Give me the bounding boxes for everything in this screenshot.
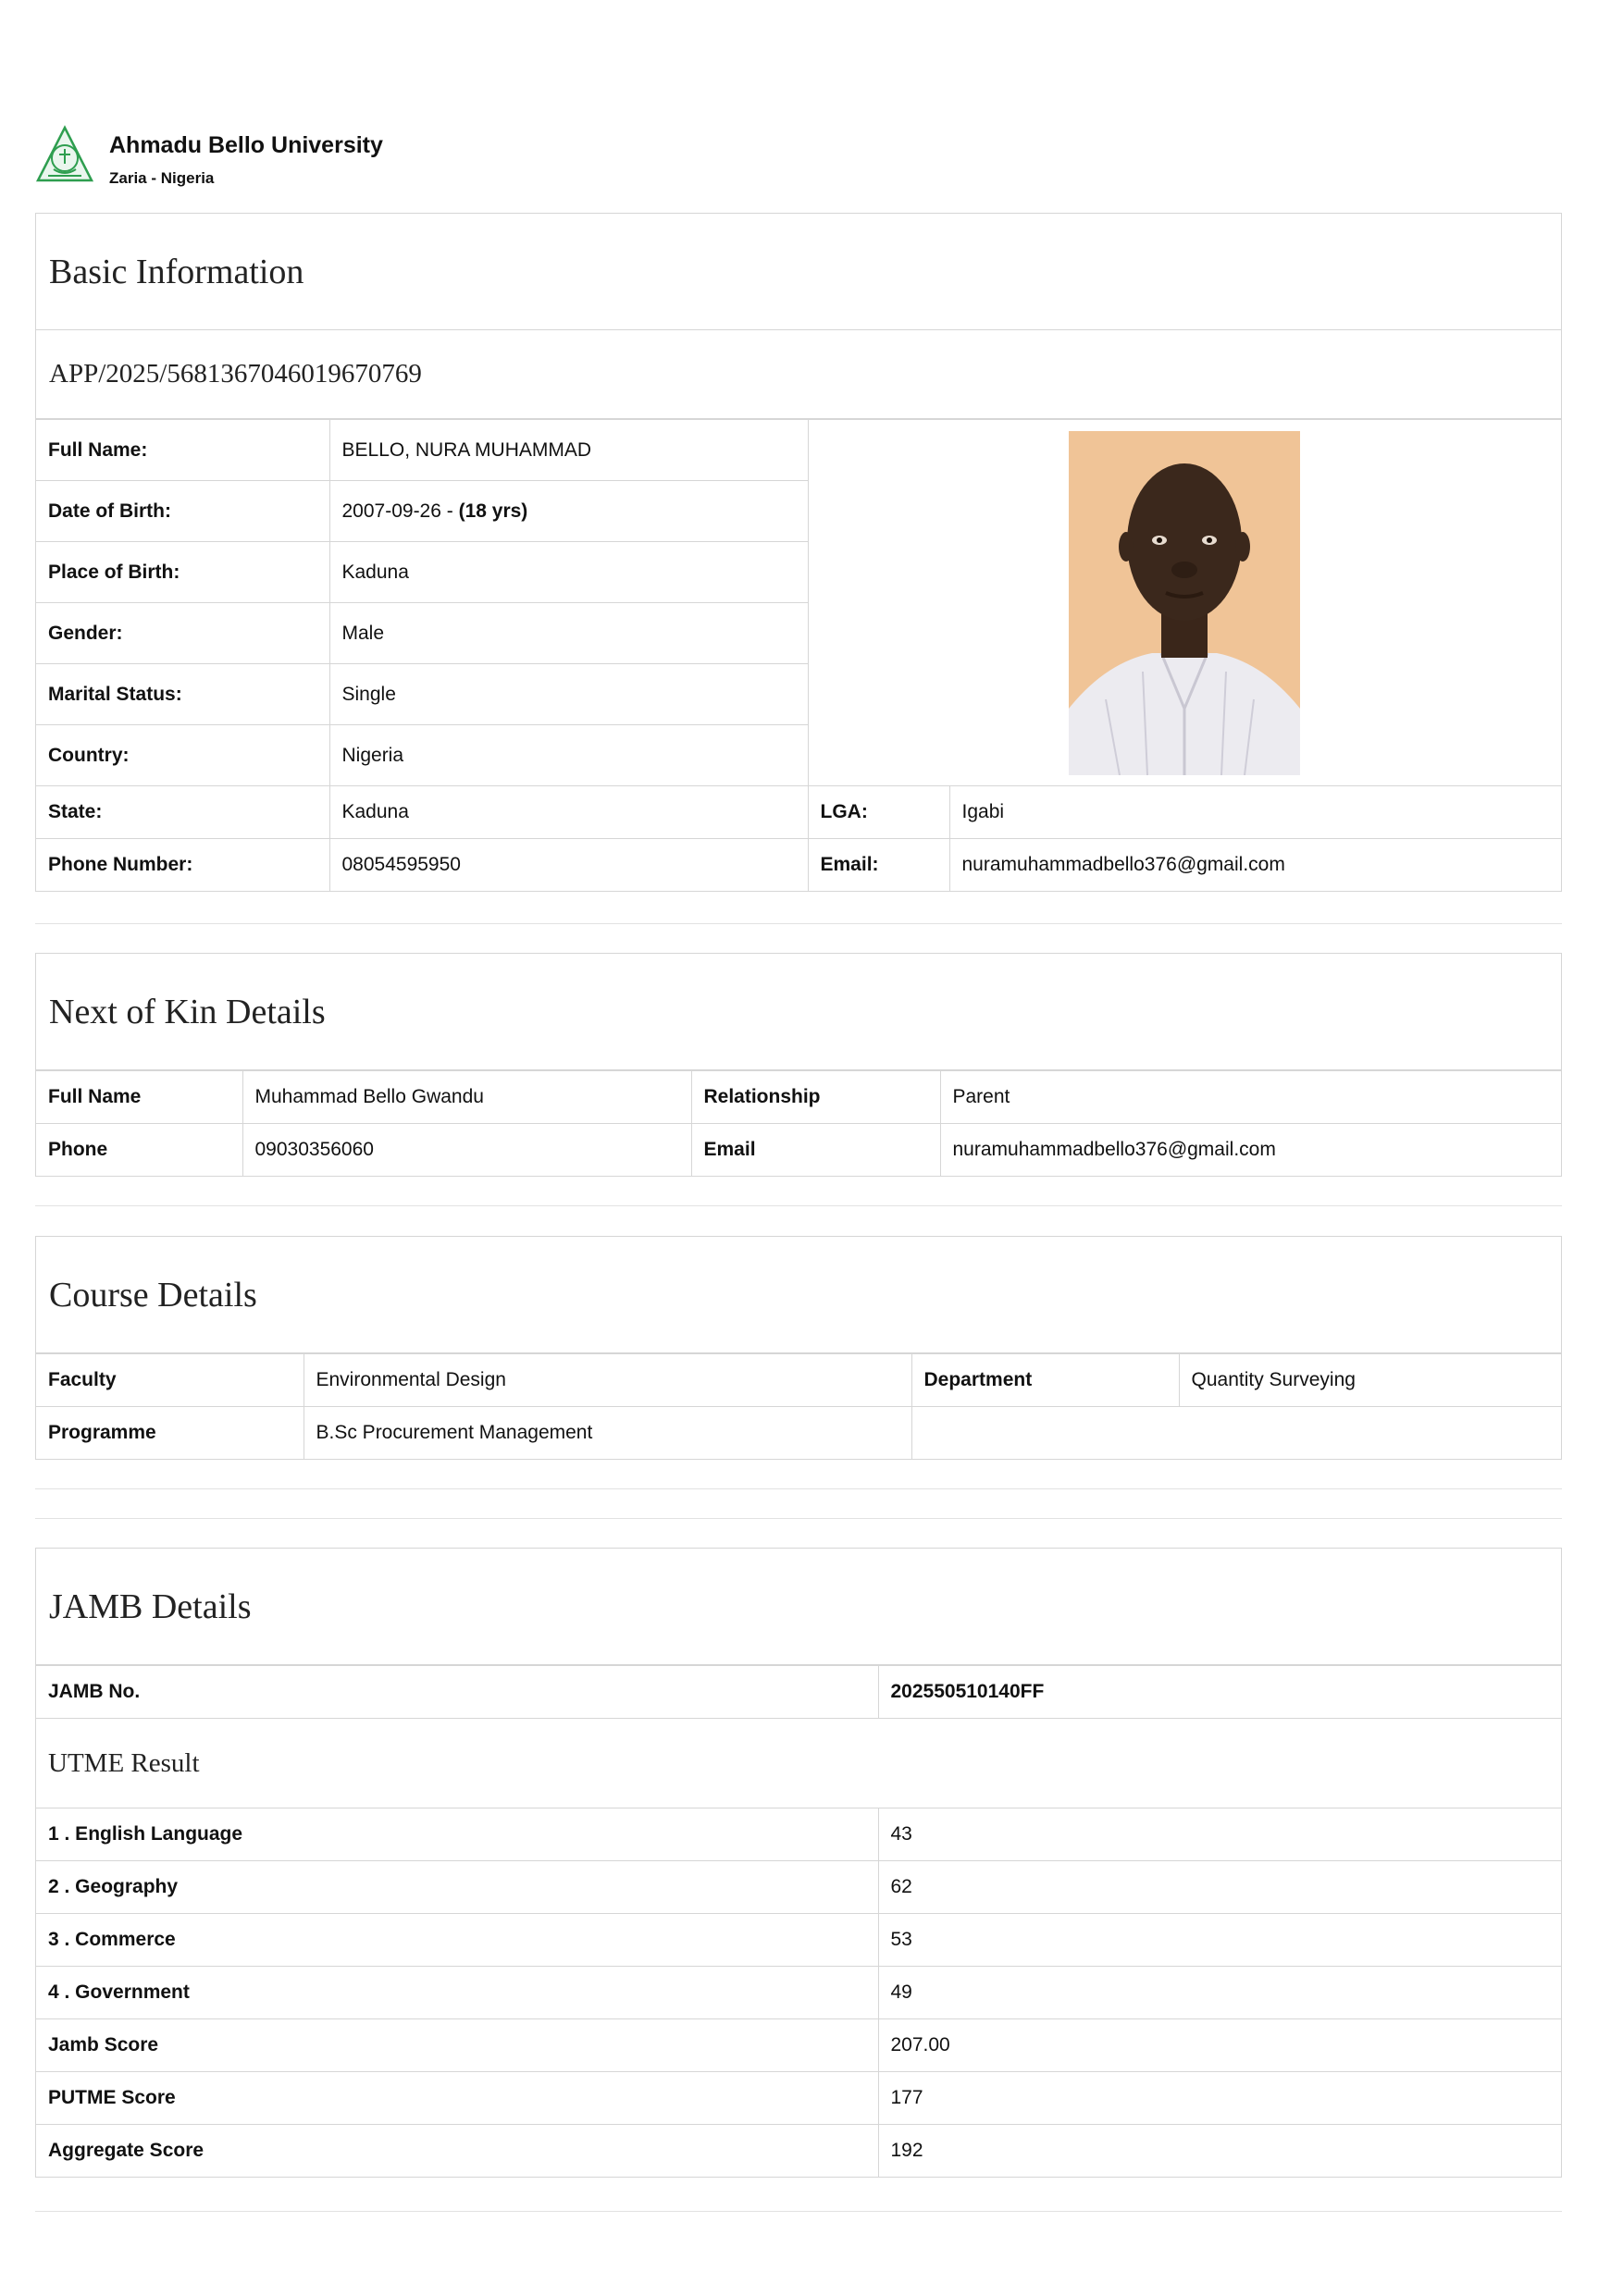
- subject-score: 49: [878, 1967, 1561, 2019]
- table-row: [36, 1967, 1561, 2019]
- field-label: LGA:: [808, 786, 949, 839]
- divider: [35, 1488, 1562, 1489]
- table-row: [36, 839, 1561, 892]
- field-label: Date of Birth:: [36, 481, 329, 542]
- score-label: PUTME Score: [36, 2072, 878, 2125]
- table-row: [36, 1808, 1561, 1861]
- field-label: State:: [36, 786, 329, 839]
- subject-label: 2 . Geography: [36, 1861, 878, 1914]
- course-details-section: [35, 1236, 1562, 1460]
- applicant-photo: [1069, 431, 1300, 775]
- table-row: [36, 1861, 1561, 1914]
- kin-name-value: Muhammad Bello Gwandu: [242, 1071, 691, 1124]
- jamb-score-value: 207.00: [878, 2019, 1561, 2072]
- jamb-details-table: [36, 1665, 1561, 2177]
- subject-label: 3 . Commerce: [36, 1914, 878, 1967]
- section-title: Basic Information: [36, 214, 1561, 330]
- table-row: [36, 2125, 1561, 2178]
- score-label: Jamb Score: [36, 2019, 878, 2072]
- table-row: [36, 786, 1561, 839]
- field-label: Phone: [36, 1124, 242, 1177]
- place-of-birth-value: Kaduna: [329, 542, 808, 603]
- table-row: [36, 1124, 1561, 1177]
- field-label: Country:: [36, 725, 329, 786]
- table-row: [36, 1354, 1561, 1407]
- faculty-value: Environmental Design: [304, 1354, 911, 1407]
- application-number: APP/2025/5681367046019670769: [36, 330, 1561, 419]
- field-label: Place of Birth:: [36, 542, 329, 603]
- subject-score: 43: [878, 1808, 1561, 1861]
- email-value: nuramuhammadbello376@gmail.com: [949, 839, 1561, 892]
- section-title: Next of Kin Details: [36, 954, 1561, 1070]
- basic-info-table: [36, 419, 1561, 891]
- basic-information-section: [35, 213, 1562, 892]
- university-location: Zaria - Nigeria: [109, 169, 215, 187]
- course-details-table: [36, 1353, 1561, 1459]
- photo-cell: [808, 420, 1561, 786]
- state-value: Kaduna: [329, 786, 808, 839]
- section-title: Course Details: [36, 1237, 1561, 1353]
- field-label: Full Name: [36, 1071, 242, 1124]
- field-label: Department: [911, 1354, 1179, 1407]
- table-row: [36, 1407, 1561, 1460]
- divider: [35, 1518, 1562, 1519]
- field-label: Email:: [808, 839, 949, 892]
- subject-score: 62: [878, 1861, 1561, 1914]
- divider: [35, 2211, 1562, 2212]
- field-label: Relationship: [691, 1071, 940, 1124]
- putme-score-value: 177: [878, 2072, 1561, 2125]
- utme-result-heading: UTME Result: [36, 1719, 1561, 1808]
- field-label: Programme: [36, 1407, 304, 1460]
- dob-age: (18 yrs): [458, 500, 528, 522]
- subject-label: 4 . Government: [36, 1967, 878, 2019]
- marital-status-value: Single: [329, 664, 808, 725]
- kin-email-value: nuramuhammadbello376@gmail.com: [940, 1124, 1561, 1177]
- table-row: [36, 2072, 1561, 2125]
- university-logo-icon: [35, 125, 94, 184]
- score-label: Aggregate Score: [36, 2125, 878, 2178]
- divider: [35, 923, 1562, 924]
- dob-date: 2007-09-26 -: [341, 500, 459, 522]
- subject-score: 53: [878, 1914, 1561, 1967]
- aggregate-score-value: 192: [878, 2125, 1561, 2178]
- field-label: Marital Status:: [36, 664, 329, 725]
- field-label: Phone Number:: [36, 839, 329, 892]
- jamb-details-section: [35, 1548, 1562, 2178]
- lga-value: Igabi: [949, 786, 1561, 839]
- empty-cell: [911, 1407, 1561, 1460]
- table-row: [36, 420, 1561, 481]
- jamb-number-value: 202550510140FF: [878, 1666, 1561, 1719]
- next-of-kin-section: [35, 953, 1562, 1177]
- field-label: Email: [691, 1124, 940, 1177]
- department-value: Quantity Surveying: [1179, 1354, 1561, 1407]
- full-name-value: BELLO, NURA MUHAMMAD: [329, 420, 808, 481]
- kin-relationship-value: Parent: [940, 1071, 1561, 1124]
- divider: [35, 1205, 1562, 1206]
- table-row: [36, 1071, 1561, 1124]
- table-row: [36, 1666, 1561, 1719]
- phone-value: 08054595950: [329, 839, 808, 892]
- field-label: JAMB No.: [36, 1666, 878, 1719]
- gender-value: Male: [329, 603, 808, 664]
- field-label: Full Name:: [36, 420, 329, 481]
- table-row: [36, 1914, 1561, 1967]
- programme-value: B.Sc Procurement Management: [304, 1407, 911, 1460]
- field-label: Gender:: [36, 603, 329, 664]
- section-title: JAMB Details: [36, 1549, 1561, 1665]
- kin-phone-value: 09030356060: [242, 1124, 691, 1177]
- country-value: Nigeria: [329, 725, 808, 786]
- table-row: [36, 2019, 1561, 2072]
- next-of-kin-table: [36, 1070, 1561, 1176]
- table-row: [36, 1719, 1561, 1808]
- field-label: Faculty: [36, 1354, 304, 1407]
- subject-label: 1 . English Language: [36, 1808, 878, 1861]
- university-name: Ahmadu Bello University: [109, 132, 383, 158]
- date-of-birth-value: [329, 481, 808, 542]
